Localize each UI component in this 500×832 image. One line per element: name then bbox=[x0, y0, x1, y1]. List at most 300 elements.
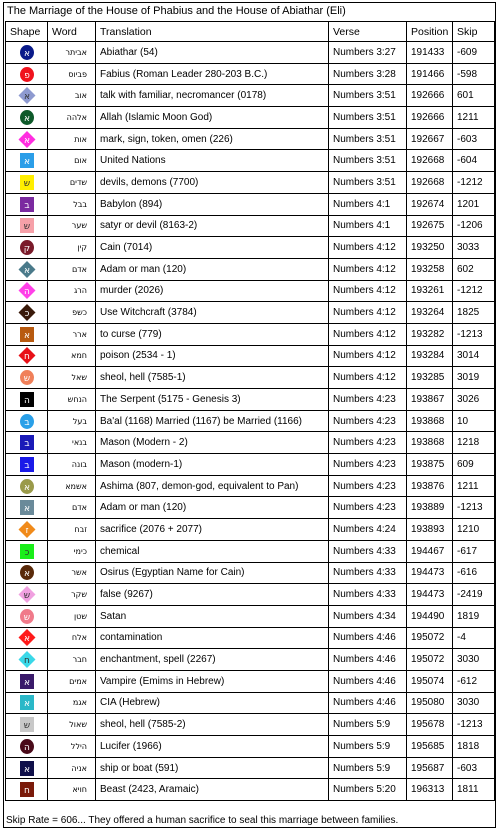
table-row bbox=[6, 410, 495, 432]
header-position: Position bbox=[407, 22, 453, 42]
shape-cell bbox=[6, 280, 48, 302]
skip-cell: 3019 bbox=[453, 367, 495, 389]
skip-cell: -1213 bbox=[453, 497, 495, 519]
skip-cell: -616 bbox=[453, 562, 495, 584]
shape-cell bbox=[6, 714, 48, 736]
table-row bbox=[6, 128, 495, 150]
position-cell: 193889 bbox=[407, 497, 453, 519]
translation-cell: Vampire (Emims in Hebrew) bbox=[96, 670, 329, 692]
translation-cell: chemical bbox=[96, 540, 329, 562]
verse-cell: Numbers 4:23 bbox=[329, 389, 407, 411]
position-cell: 193258 bbox=[407, 258, 453, 280]
circle-shape-icon bbox=[18, 44, 36, 61]
diamond-shape-icon bbox=[18, 586, 36, 603]
position-cell: 193893 bbox=[407, 519, 453, 541]
diamond-shape-icon bbox=[18, 521, 36, 538]
shape-cell bbox=[6, 128, 48, 150]
shape-cell bbox=[6, 475, 48, 497]
table-row bbox=[6, 367, 495, 389]
shape-cell bbox=[6, 519, 48, 541]
verse-cell: Numbers 4:12 bbox=[329, 302, 407, 324]
translation-cell: United Nations bbox=[96, 150, 329, 172]
table-row bbox=[6, 302, 495, 324]
verse-cell: Numbers 4:46 bbox=[329, 692, 407, 714]
verse-cell: Numbers 4:1 bbox=[329, 215, 407, 237]
translation-cell: Babylon (894) bbox=[96, 193, 329, 215]
shape-letter: א bbox=[23, 265, 30, 276]
translation-cell: to curse (779) bbox=[96, 323, 329, 345]
square-shape-icon bbox=[18, 716, 36, 733]
word-cell: אלהה bbox=[48, 107, 96, 129]
shape-letter: ה bbox=[23, 287, 30, 298]
verse-cell: Numbers 3:28 bbox=[329, 63, 407, 85]
position-cell: 192666 bbox=[407, 107, 453, 129]
diamond-shape-icon bbox=[18, 629, 36, 646]
shape-cell bbox=[6, 193, 48, 215]
translation-cell: Lucifer (1966) bbox=[96, 736, 329, 758]
shape-letter: ה bbox=[23, 742, 30, 753]
word-cell: אוב bbox=[48, 85, 96, 107]
table-row bbox=[6, 649, 495, 671]
table-row bbox=[6, 85, 495, 107]
translation-cell: CIA (Hebrew) bbox=[96, 692, 329, 714]
verse-cell: Numbers 5:9 bbox=[329, 736, 407, 758]
position-cell: 194473 bbox=[407, 584, 453, 606]
shape-cell bbox=[6, 85, 48, 107]
skip-cell: 3033 bbox=[453, 237, 495, 259]
shape-cell bbox=[6, 258, 48, 280]
word-cell: שדים bbox=[48, 172, 96, 194]
word-cell: ארר bbox=[48, 323, 96, 345]
translation-cell: Beast (2423, Aramaic) bbox=[96, 779, 329, 801]
position-cell: 195074 bbox=[407, 670, 453, 692]
skip-cell: 3014 bbox=[453, 345, 495, 367]
verse-cell: Numbers 3:51 bbox=[329, 85, 407, 107]
word-cell: אגמ bbox=[48, 692, 96, 714]
codes-table bbox=[5, 21, 495, 801]
skip-cell: -598 bbox=[453, 63, 495, 85]
shape-letter: א bbox=[23, 92, 30, 103]
shape-letter: ש bbox=[23, 374, 30, 385]
translation-cell: Fabius (Roman Leader 280-203 B.C.) bbox=[96, 63, 329, 85]
shape-cell bbox=[6, 540, 48, 562]
verse-cell: Numbers 4:12 bbox=[329, 367, 407, 389]
shape-letter: כ bbox=[24, 547, 29, 558]
table-row bbox=[6, 42, 495, 64]
word-cell: אדם bbox=[48, 258, 96, 280]
verse-cell: Numbers 4:24 bbox=[329, 519, 407, 541]
word-cell: בנאי bbox=[48, 432, 96, 454]
shape-cell bbox=[6, 584, 48, 606]
translation-cell: false (9267) bbox=[96, 584, 329, 606]
position-cell: 195685 bbox=[407, 736, 453, 758]
translation-cell: The Serpent (5175 - Genesis 3) bbox=[96, 389, 329, 411]
verse-cell: Numbers 4:46 bbox=[329, 627, 407, 649]
position-cell: 192666 bbox=[407, 85, 453, 107]
skip-cell: 3030 bbox=[453, 692, 495, 714]
table-row bbox=[6, 389, 495, 411]
position-cell: 193868 bbox=[407, 410, 453, 432]
diamond-shape-icon bbox=[18, 347, 36, 364]
translation-cell: Satan bbox=[96, 605, 329, 627]
table-row bbox=[6, 670, 495, 692]
skip-cell: 10 bbox=[453, 410, 495, 432]
table-row bbox=[6, 757, 495, 779]
shape-letter: ק bbox=[23, 244, 30, 255]
square-shape-icon bbox=[18, 174, 36, 191]
shape-letter: א bbox=[23, 482, 30, 493]
translation-cell: Mason (Modern - 2) bbox=[96, 432, 329, 454]
skip-cell: 601 bbox=[453, 85, 495, 107]
skip-cell: 1211 bbox=[453, 107, 495, 129]
skip-cell: -617 bbox=[453, 540, 495, 562]
position-cell: 191466 bbox=[407, 63, 453, 85]
position-cell: 192668 bbox=[407, 172, 453, 194]
shape-cell bbox=[6, 63, 48, 85]
word-cell: אום bbox=[48, 150, 96, 172]
shape-letter: א bbox=[23, 330, 30, 341]
verse-cell: Numbers 4:23 bbox=[329, 410, 407, 432]
skip-cell: -612 bbox=[453, 670, 495, 692]
header-shape: Shape bbox=[6, 22, 48, 42]
shape-cell bbox=[6, 736, 48, 758]
translation-cell: Abiathar (54) bbox=[96, 42, 329, 64]
diamond-shape-icon bbox=[18, 304, 36, 321]
table-row bbox=[6, 692, 495, 714]
table-row bbox=[6, 605, 495, 627]
table-row bbox=[6, 323, 495, 345]
translation-cell: Adam or man (120) bbox=[96, 497, 329, 519]
table-row bbox=[6, 172, 495, 194]
page-title: The Marriage of the House of Phabius and the House of Abiathar (Eli) bbox=[7, 5, 346, 17]
header-skip: Skip bbox=[453, 22, 495, 42]
position-cell: 193261 bbox=[407, 280, 453, 302]
position-cell: 194473 bbox=[407, 562, 453, 584]
translation-cell: contamination bbox=[96, 627, 329, 649]
table-row bbox=[6, 193, 495, 215]
word-cell: זבח bbox=[48, 519, 96, 541]
table-row bbox=[6, 627, 495, 649]
verse-cell: Numbers 4:1 bbox=[329, 193, 407, 215]
word-cell: בבל bbox=[48, 193, 96, 215]
shape-letter: א bbox=[23, 504, 30, 515]
translation-cell: talk with familiar, necromancer (0178) bbox=[96, 85, 329, 107]
circle-shape-icon bbox=[18, 564, 36, 581]
word-cell: כשפ bbox=[48, 302, 96, 324]
shape-letter: ח bbox=[23, 352, 30, 363]
circle-shape-icon bbox=[18, 239, 36, 256]
translation-cell: Adam or man (120) bbox=[96, 258, 329, 280]
translation-cell: Ba'al (1168) Married (1167) be Married (1166) bbox=[96, 410, 329, 432]
position-cell: 195080 bbox=[407, 692, 453, 714]
square-shape-icon bbox=[18, 499, 36, 516]
position-cell: 193250 bbox=[407, 237, 453, 259]
shape-letter: ח bbox=[23, 786, 30, 797]
shape-letter: כ bbox=[24, 309, 29, 320]
word-cell: אשר bbox=[48, 562, 96, 584]
shape-cell bbox=[6, 172, 48, 194]
shape-cell bbox=[6, 237, 48, 259]
word-cell: אמים bbox=[48, 670, 96, 692]
skip-cell: 1811 bbox=[453, 779, 495, 801]
skip-cell: -1212 bbox=[453, 280, 495, 302]
shape-cell bbox=[6, 215, 48, 237]
translation-cell: Mason (modern-1) bbox=[96, 454, 329, 476]
translation-cell: Use Witchcraft (3784) bbox=[96, 302, 329, 324]
shape-cell bbox=[6, 454, 48, 476]
table-row bbox=[6, 519, 495, 541]
position-cell: 193868 bbox=[407, 432, 453, 454]
translation-cell: enchantment, spell (2267) bbox=[96, 649, 329, 671]
skip-cell: 3026 bbox=[453, 389, 495, 411]
word-cell: שאול bbox=[48, 714, 96, 736]
shape-letter: ב bbox=[23, 439, 30, 450]
circle-shape-icon bbox=[18, 369, 36, 386]
header-word: Word bbox=[48, 22, 96, 42]
shape-letter: א bbox=[23, 48, 30, 59]
skip-cell: 1210 bbox=[453, 519, 495, 541]
position-cell: 193875 bbox=[407, 454, 453, 476]
verse-cell: Numbers 4:12 bbox=[329, 258, 407, 280]
skip-cell: -1206 bbox=[453, 215, 495, 237]
translation-cell: satyr or devil (8163-2) bbox=[96, 215, 329, 237]
table-row bbox=[6, 562, 495, 584]
skip-cell: 1818 bbox=[453, 736, 495, 758]
verse-cell: Numbers 4:23 bbox=[329, 475, 407, 497]
verse-cell: Numbers 3:51 bbox=[329, 128, 407, 150]
square-shape-icon bbox=[18, 217, 36, 234]
translation-cell: Allah (Islamic Moon God) bbox=[96, 107, 329, 129]
table-row bbox=[6, 736, 495, 758]
shape-letter: א bbox=[23, 634, 30, 645]
word-cell: קין bbox=[48, 237, 96, 259]
shape-cell bbox=[6, 779, 48, 801]
verse-cell: Numbers 5:20 bbox=[329, 779, 407, 801]
skip-cell: 3030 bbox=[453, 649, 495, 671]
skip-cell: -4 bbox=[453, 627, 495, 649]
shape-letter: פ bbox=[23, 70, 30, 81]
skip-cell: -1213 bbox=[453, 714, 495, 736]
circle-shape-icon bbox=[18, 66, 36, 83]
shape-letter: א bbox=[23, 764, 30, 775]
skip-cell: -1213 bbox=[453, 323, 495, 345]
word-cell: הנחש bbox=[48, 389, 96, 411]
shape-letter: א bbox=[23, 157, 30, 168]
circle-shape-icon bbox=[18, 478, 36, 495]
skip-cell: 1825 bbox=[453, 302, 495, 324]
skip-cell: 1819 bbox=[453, 605, 495, 627]
skip-cell: -1212 bbox=[453, 172, 495, 194]
verse-cell: Numbers 4:12 bbox=[329, 280, 407, 302]
position-cell: 195072 bbox=[407, 627, 453, 649]
table-row bbox=[6, 540, 495, 562]
skip-cell: -603 bbox=[453, 757, 495, 779]
shape-cell bbox=[6, 497, 48, 519]
circle-shape-icon bbox=[18, 608, 36, 625]
shape-cell bbox=[6, 389, 48, 411]
diamond-shape-icon bbox=[18, 282, 36, 299]
circle-shape-icon bbox=[18, 738, 36, 755]
circle-shape-icon bbox=[18, 109, 36, 126]
translation-cell: sheol, hell (7585-1) bbox=[96, 367, 329, 389]
shape-letter: א bbox=[23, 677, 30, 688]
shape-cell bbox=[6, 302, 48, 324]
shape-letter: ב bbox=[23, 200, 30, 211]
verse-cell: Numbers 4:33 bbox=[329, 562, 407, 584]
shape-cell bbox=[6, 107, 48, 129]
translation-cell: sheol, hell (7585-2) bbox=[96, 714, 329, 736]
position-cell: 192668 bbox=[407, 150, 453, 172]
skip-cell: 1211 bbox=[453, 475, 495, 497]
skip-cell: -603 bbox=[453, 128, 495, 150]
shape-letter: ש bbox=[23, 178, 30, 189]
translation-cell: ship or boat (591) bbox=[96, 757, 329, 779]
diamond-shape-icon bbox=[18, 131, 36, 148]
shape-letter: ה bbox=[23, 395, 30, 406]
verse-cell: Numbers 4:12 bbox=[329, 345, 407, 367]
skip-cell: 1201 bbox=[453, 193, 495, 215]
word-cell: אשמא bbox=[48, 475, 96, 497]
position-cell: 192667 bbox=[407, 128, 453, 150]
table-row bbox=[6, 475, 495, 497]
position-cell: 193282 bbox=[407, 323, 453, 345]
word-cell: שקר bbox=[48, 584, 96, 606]
verse-cell: Numbers 4:23 bbox=[329, 497, 407, 519]
position-cell: 195678 bbox=[407, 714, 453, 736]
position-cell: 191433 bbox=[407, 42, 453, 64]
table-row bbox=[6, 584, 495, 606]
square-shape-icon bbox=[18, 196, 36, 213]
position-cell: 192674 bbox=[407, 193, 453, 215]
verse-cell: Numbers 4:12 bbox=[329, 323, 407, 345]
skip-cell: 609 bbox=[453, 454, 495, 476]
position-cell: 194490 bbox=[407, 605, 453, 627]
table-row bbox=[6, 432, 495, 454]
position-cell: 194467 bbox=[407, 540, 453, 562]
diamond-shape-icon bbox=[18, 87, 36, 104]
word-cell: פביוס bbox=[48, 63, 96, 85]
table-row bbox=[6, 107, 495, 129]
shape-letter: ז bbox=[24, 525, 29, 536]
diamond-shape-icon bbox=[18, 651, 36, 668]
verse-cell: Numbers 5:9 bbox=[329, 714, 407, 736]
shape-cell bbox=[6, 150, 48, 172]
verse-cell: Numbers 4:46 bbox=[329, 670, 407, 692]
shape-cell bbox=[6, 345, 48, 367]
verse-cell: Numbers 4:23 bbox=[329, 432, 407, 454]
skip-cell: 602 bbox=[453, 258, 495, 280]
word-cell: הרג bbox=[48, 280, 96, 302]
word-cell: אניה bbox=[48, 757, 96, 779]
translation-cell: Osirus (Egyptian Name for Cain) bbox=[96, 562, 329, 584]
word-cell: חויא bbox=[48, 779, 96, 801]
table-header-row bbox=[6, 22, 495, 42]
translation-cell: murder (2026) bbox=[96, 280, 329, 302]
position-cell: 196313 bbox=[407, 779, 453, 801]
word-cell: אות bbox=[48, 128, 96, 150]
shape-letter: א bbox=[23, 569, 30, 580]
shape-cell bbox=[6, 627, 48, 649]
square-shape-icon bbox=[18, 152, 36, 169]
circle-shape-icon bbox=[18, 413, 36, 430]
shape-cell bbox=[6, 42, 48, 64]
shape-letter: א bbox=[23, 699, 30, 710]
word-cell: חמא bbox=[48, 345, 96, 367]
shape-letter: א bbox=[23, 135, 30, 146]
table-row bbox=[6, 258, 495, 280]
skip-cell: -2419 bbox=[453, 584, 495, 606]
verse-cell: Numbers 4:46 bbox=[329, 649, 407, 671]
translation-cell: sacrifice (2076 + 2077) bbox=[96, 519, 329, 541]
shape-letter: א bbox=[23, 113, 30, 124]
shape-letter: ב bbox=[23, 460, 30, 471]
shape-cell bbox=[6, 323, 48, 345]
word-cell: בונה bbox=[48, 454, 96, 476]
position-cell: 193284 bbox=[407, 345, 453, 367]
shape-letter: ב bbox=[23, 417, 30, 428]
shape-letter: ש bbox=[23, 612, 30, 623]
verse-cell: Numbers 4:34 bbox=[329, 605, 407, 627]
verse-cell: Numbers 5:9 bbox=[329, 757, 407, 779]
translation-cell: Cain (7014) bbox=[96, 237, 329, 259]
shape-cell bbox=[6, 367, 48, 389]
word-cell: אלח bbox=[48, 627, 96, 649]
verse-cell: Numbers 3:51 bbox=[329, 172, 407, 194]
word-cell: חבר bbox=[48, 649, 96, 671]
word-cell: שטן bbox=[48, 605, 96, 627]
translation-cell: devils, demons (7700) bbox=[96, 172, 329, 194]
shape-cell bbox=[6, 605, 48, 627]
shape-cell bbox=[6, 562, 48, 584]
table-row bbox=[6, 150, 495, 172]
position-cell: 193867 bbox=[407, 389, 453, 411]
footer-note: Skip Rate = 606... They offered a human sacrifice to seal this marriage between families. bbox=[6, 815, 399, 826]
word-cell: שער bbox=[48, 215, 96, 237]
skip-cell: -609 bbox=[453, 42, 495, 64]
translation-cell: poison (2534 - 1) bbox=[96, 345, 329, 367]
word-cell: אביתר bbox=[48, 42, 96, 64]
shape-cell bbox=[6, 692, 48, 714]
verse-cell: Numbers 3:27 bbox=[329, 42, 407, 64]
skip-cell: -604 bbox=[453, 150, 495, 172]
translation-cell: Ashima (807, demon-god, equivalent to Pan) bbox=[96, 475, 329, 497]
table-row bbox=[6, 497, 495, 519]
square-shape-icon bbox=[18, 326, 36, 343]
shape-cell bbox=[6, 649, 48, 671]
shape-letter: ש bbox=[23, 591, 30, 602]
word-cell: בעל bbox=[48, 410, 96, 432]
square-shape-icon bbox=[18, 391, 36, 408]
square-shape-icon bbox=[18, 760, 36, 777]
skip-cell: 1218 bbox=[453, 432, 495, 454]
header-verse: Verse bbox=[329, 22, 407, 42]
table-row bbox=[6, 63, 495, 85]
diamond-shape-icon bbox=[18, 261, 36, 278]
word-cell: שאל bbox=[48, 367, 96, 389]
square-shape-icon bbox=[18, 434, 36, 451]
position-cell: 192675 bbox=[407, 215, 453, 237]
square-shape-icon bbox=[18, 673, 36, 690]
shape-cell bbox=[6, 670, 48, 692]
shape-cell bbox=[6, 757, 48, 779]
table-row bbox=[6, 345, 495, 367]
table-row bbox=[6, 215, 495, 237]
position-cell: 195072 bbox=[407, 649, 453, 671]
square-shape-icon bbox=[18, 543, 36, 560]
position-cell: 193876 bbox=[407, 475, 453, 497]
table-row bbox=[6, 280, 495, 302]
table-row bbox=[6, 779, 495, 801]
